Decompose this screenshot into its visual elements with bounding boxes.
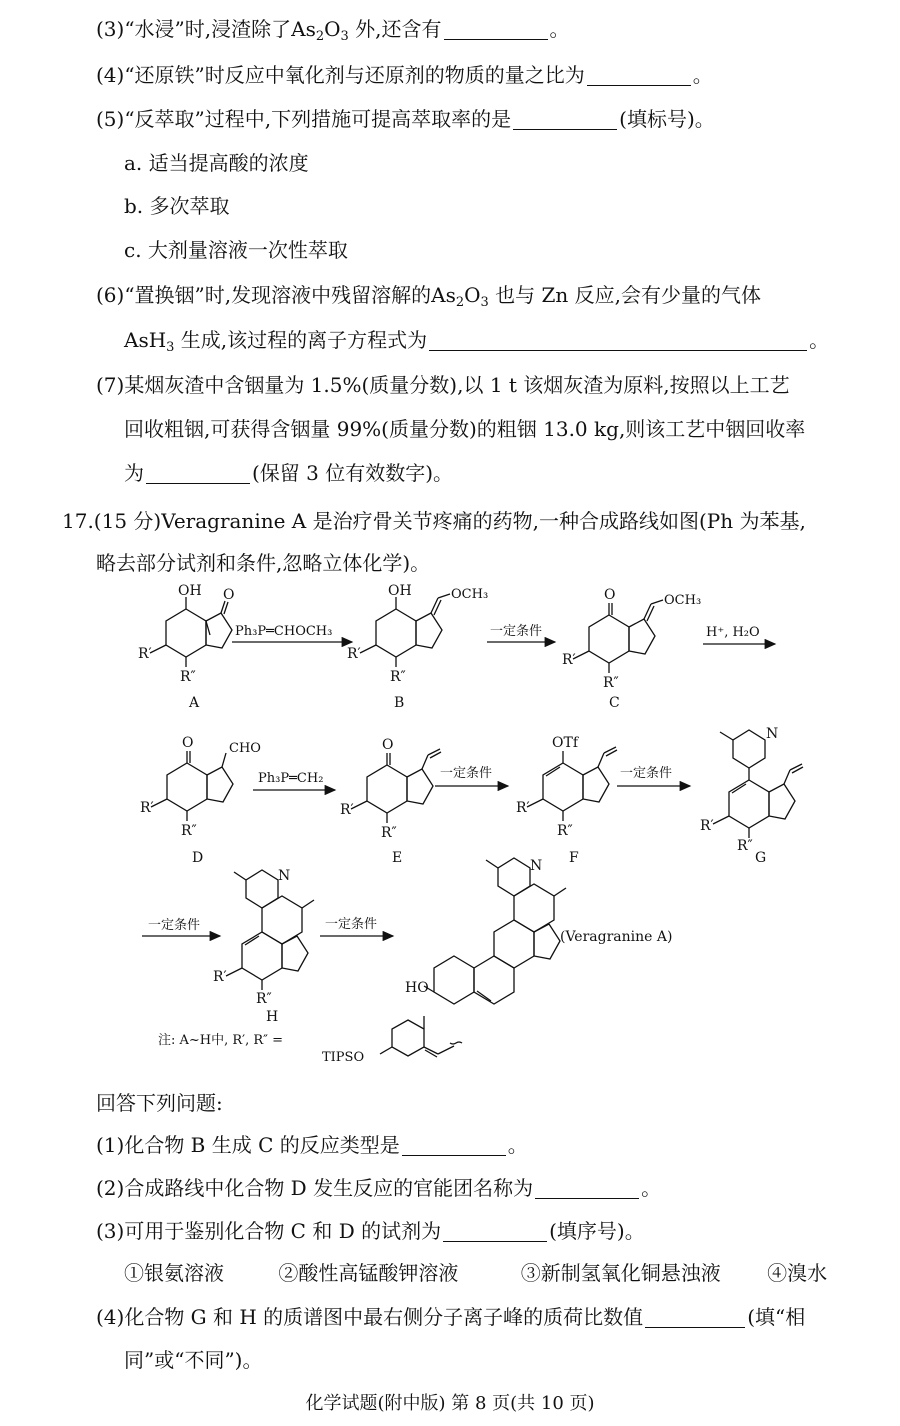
condition-h-product: 一定条件 (325, 917, 378, 932)
q16-part7-line3: 为 (保留 3 位有效数字)。 (124, 461, 454, 485)
label-tipso: TIPSO (322, 1050, 365, 1065)
label-n: N (530, 858, 543, 874)
compound-label-a: A (189, 695, 200, 711)
pyridine-ring-g (733, 730, 765, 768)
label-r1: R′ (138, 646, 152, 662)
label-r1: R′ (340, 802, 354, 818)
compound-label-b: B (394, 695, 405, 711)
condition-e-f: 一定条件 (440, 766, 493, 781)
label-cho: CHO (229, 741, 261, 756)
compound-label-f: F (569, 850, 579, 866)
q17-answer-heading: 回答下列问题: (96, 1091, 223, 1115)
label-r2: R″ (381, 825, 397, 841)
label-otf: OTf (552, 735, 578, 751)
answer-blank-17-1[interactable] (402, 1135, 506, 1156)
q16-part7-line1: (7)某烟灰渣中含铟量为 1.5%(质量分数),以 1 t 该烟灰渣为原料,按照以上工艺 (96, 373, 790, 397)
compound-label-h: H (266, 1009, 279, 1025)
label-r1: R′ (516, 800, 530, 816)
compound-c (562, 587, 701, 711)
q16-part5: (5)“反萃取”过程中,下列措施可提高萃取率的是 (填标号)。 (96, 107, 715, 131)
compound-e (340, 737, 441, 866)
q17-intro-line2: 略去部分试剂和条件,忽略立体化学)。 (96, 551, 431, 575)
label-r2: R″ (180, 669, 196, 685)
option-3: ③新制氢氧化铜悬浊液 (520, 1261, 721, 1285)
page-footer: 化学试题(附中版) 第 8 页(共 10 页) (305, 1393, 595, 1414)
q16-option-a: a. 适当提高酸的浓度 (124, 151, 309, 175)
answer-blank-17-3[interactable] (443, 1221, 547, 1242)
answer-blank-17-4[interactable] (645, 1307, 745, 1328)
q16-part3: (3)“水浸”时,浸渣除了$As_2O_3$ 外,还含有 。 (96, 17, 570, 44)
q17-sub4: (4)化合物 G 和 H 的质谱图中最右侧分子离子峰的质荷比数值 (填“相 (96, 1305, 806, 1329)
condition-g-h: 一定条件 (148, 918, 201, 933)
label-r2: R″ (390, 669, 406, 685)
compound-label-c: C (609, 695, 620, 711)
q16-part6: (6)“置换铟”时,发现溶液中残留溶解的$As_2O_3$ 也与 Zn 反应,会有少量的气体 (96, 283, 762, 310)
q16-part6-line2: AsH$_3$ 生成,该过程的离子方程式为 。 (124, 328, 830, 355)
label-o: O (604, 587, 616, 603)
label-r1: R′ (213, 969, 227, 985)
scheme-note: 注: A~H中, R′, R″ = (158, 1033, 284, 1048)
q17-sub3-options (124, 1258, 827, 1288)
answer-blank-17-2[interactable] (535, 1178, 639, 1199)
label-och3: OCH₃ (664, 593, 702, 608)
pyridine-ring-h (246, 870, 278, 908)
q16-part4: (4)“还原铁”时反应中氧化剂与还原剂的物质的量之比为 。 (96, 63, 713, 87)
q16-option-b: b. 多次萃取 (124, 194, 230, 218)
pyridine-ring-product (498, 858, 530, 896)
option-2: ②酸性高锰酸钾溶液 (278, 1261, 459, 1285)
label-o: O (223, 587, 235, 603)
compound-label-e: E (392, 850, 403, 866)
reagent-c-d: H⁺, H₂O (706, 625, 760, 640)
label-r2: R″ (256, 991, 272, 1007)
compound-g (700, 726, 803, 866)
synthesis-scheme (0, 580, 900, 1090)
label-och3: OCH₃ (451, 587, 489, 602)
label-r2: R″ (557, 823, 573, 839)
compound-f (516, 735, 617, 866)
option-1: ①银氨溶液 (124, 1261, 224, 1285)
label-oh: OH (178, 583, 202, 599)
q17-intro-line1: 17.(15 分)Veragranine A 是治疗骨关节疼痛的药物,一种合成路线如图(Ph 为苯基, (62, 509, 806, 533)
compound-b (347, 583, 488, 711)
label-n: N (766, 726, 779, 742)
condition-b-c: 一定条件 (490, 624, 543, 639)
q17-sub4-line2: 同”或“不同”)。 (124, 1348, 263, 1372)
answer-blank-16-7[interactable] (146, 463, 250, 484)
condition-f-g: 一定条件 (620, 766, 673, 781)
label-n: N (278, 868, 291, 884)
label-r2: R″ (737, 838, 753, 854)
compound-a (138, 583, 234, 711)
answer-blank-16-6[interactable] (429, 330, 807, 351)
substituent-r-structure (322, 1016, 462, 1065)
compound-veragranine-a (405, 858, 672, 1004)
product-name: (Veragranine A) (560, 929, 673, 945)
label-r1: R′ (140, 800, 154, 816)
label-r2: R″ (603, 675, 619, 691)
q16-part7-line2: 回收粗铟,可获得含铟量 99%(质量分数)的粗铟 13.0 kg,则该工艺中铟回收率 (124, 417, 806, 441)
label-o: O (182, 735, 194, 751)
answer-blank-16-5[interactable] (513, 109, 617, 130)
label-ho: HO (405, 980, 429, 996)
label-r1: R′ (562, 652, 576, 668)
q17-sub1: (1)化合物 B 生成 C 的反应类型是 。 (96, 1133, 528, 1157)
reagent-d-e: Ph₃P═CH₂ (258, 771, 324, 786)
option-4: ④溴水 (767, 1261, 828, 1285)
reagent-a-b: Ph₃P═CHOCH₃ (235, 624, 333, 639)
q17-sub2: (2)合成路线中化合物 D 发生反应的官能团名称为 。 (96, 1176, 662, 1200)
label-o: O (382, 737, 394, 753)
compound-h (213, 868, 314, 1025)
label-r1: R′ (347, 646, 361, 662)
answer-blank-16-4[interactable] (587, 65, 691, 86)
compound-label-g: G (755, 850, 767, 866)
label-oh: OH (388, 583, 412, 599)
label-r1: R′ (700, 818, 714, 834)
q16-option-c: c. 大剂量溶液一次性萃取 (124, 238, 348, 262)
label-r2: R″ (181, 823, 197, 839)
compound-d (140, 735, 261, 866)
answer-blank-16-3[interactable] (444, 19, 548, 40)
compound-label-d: D (192, 850, 204, 866)
q17-sub3: (3)可用于鉴别化合物 C 和 D 的试剂为 (填序号)。 (96, 1219, 645, 1243)
